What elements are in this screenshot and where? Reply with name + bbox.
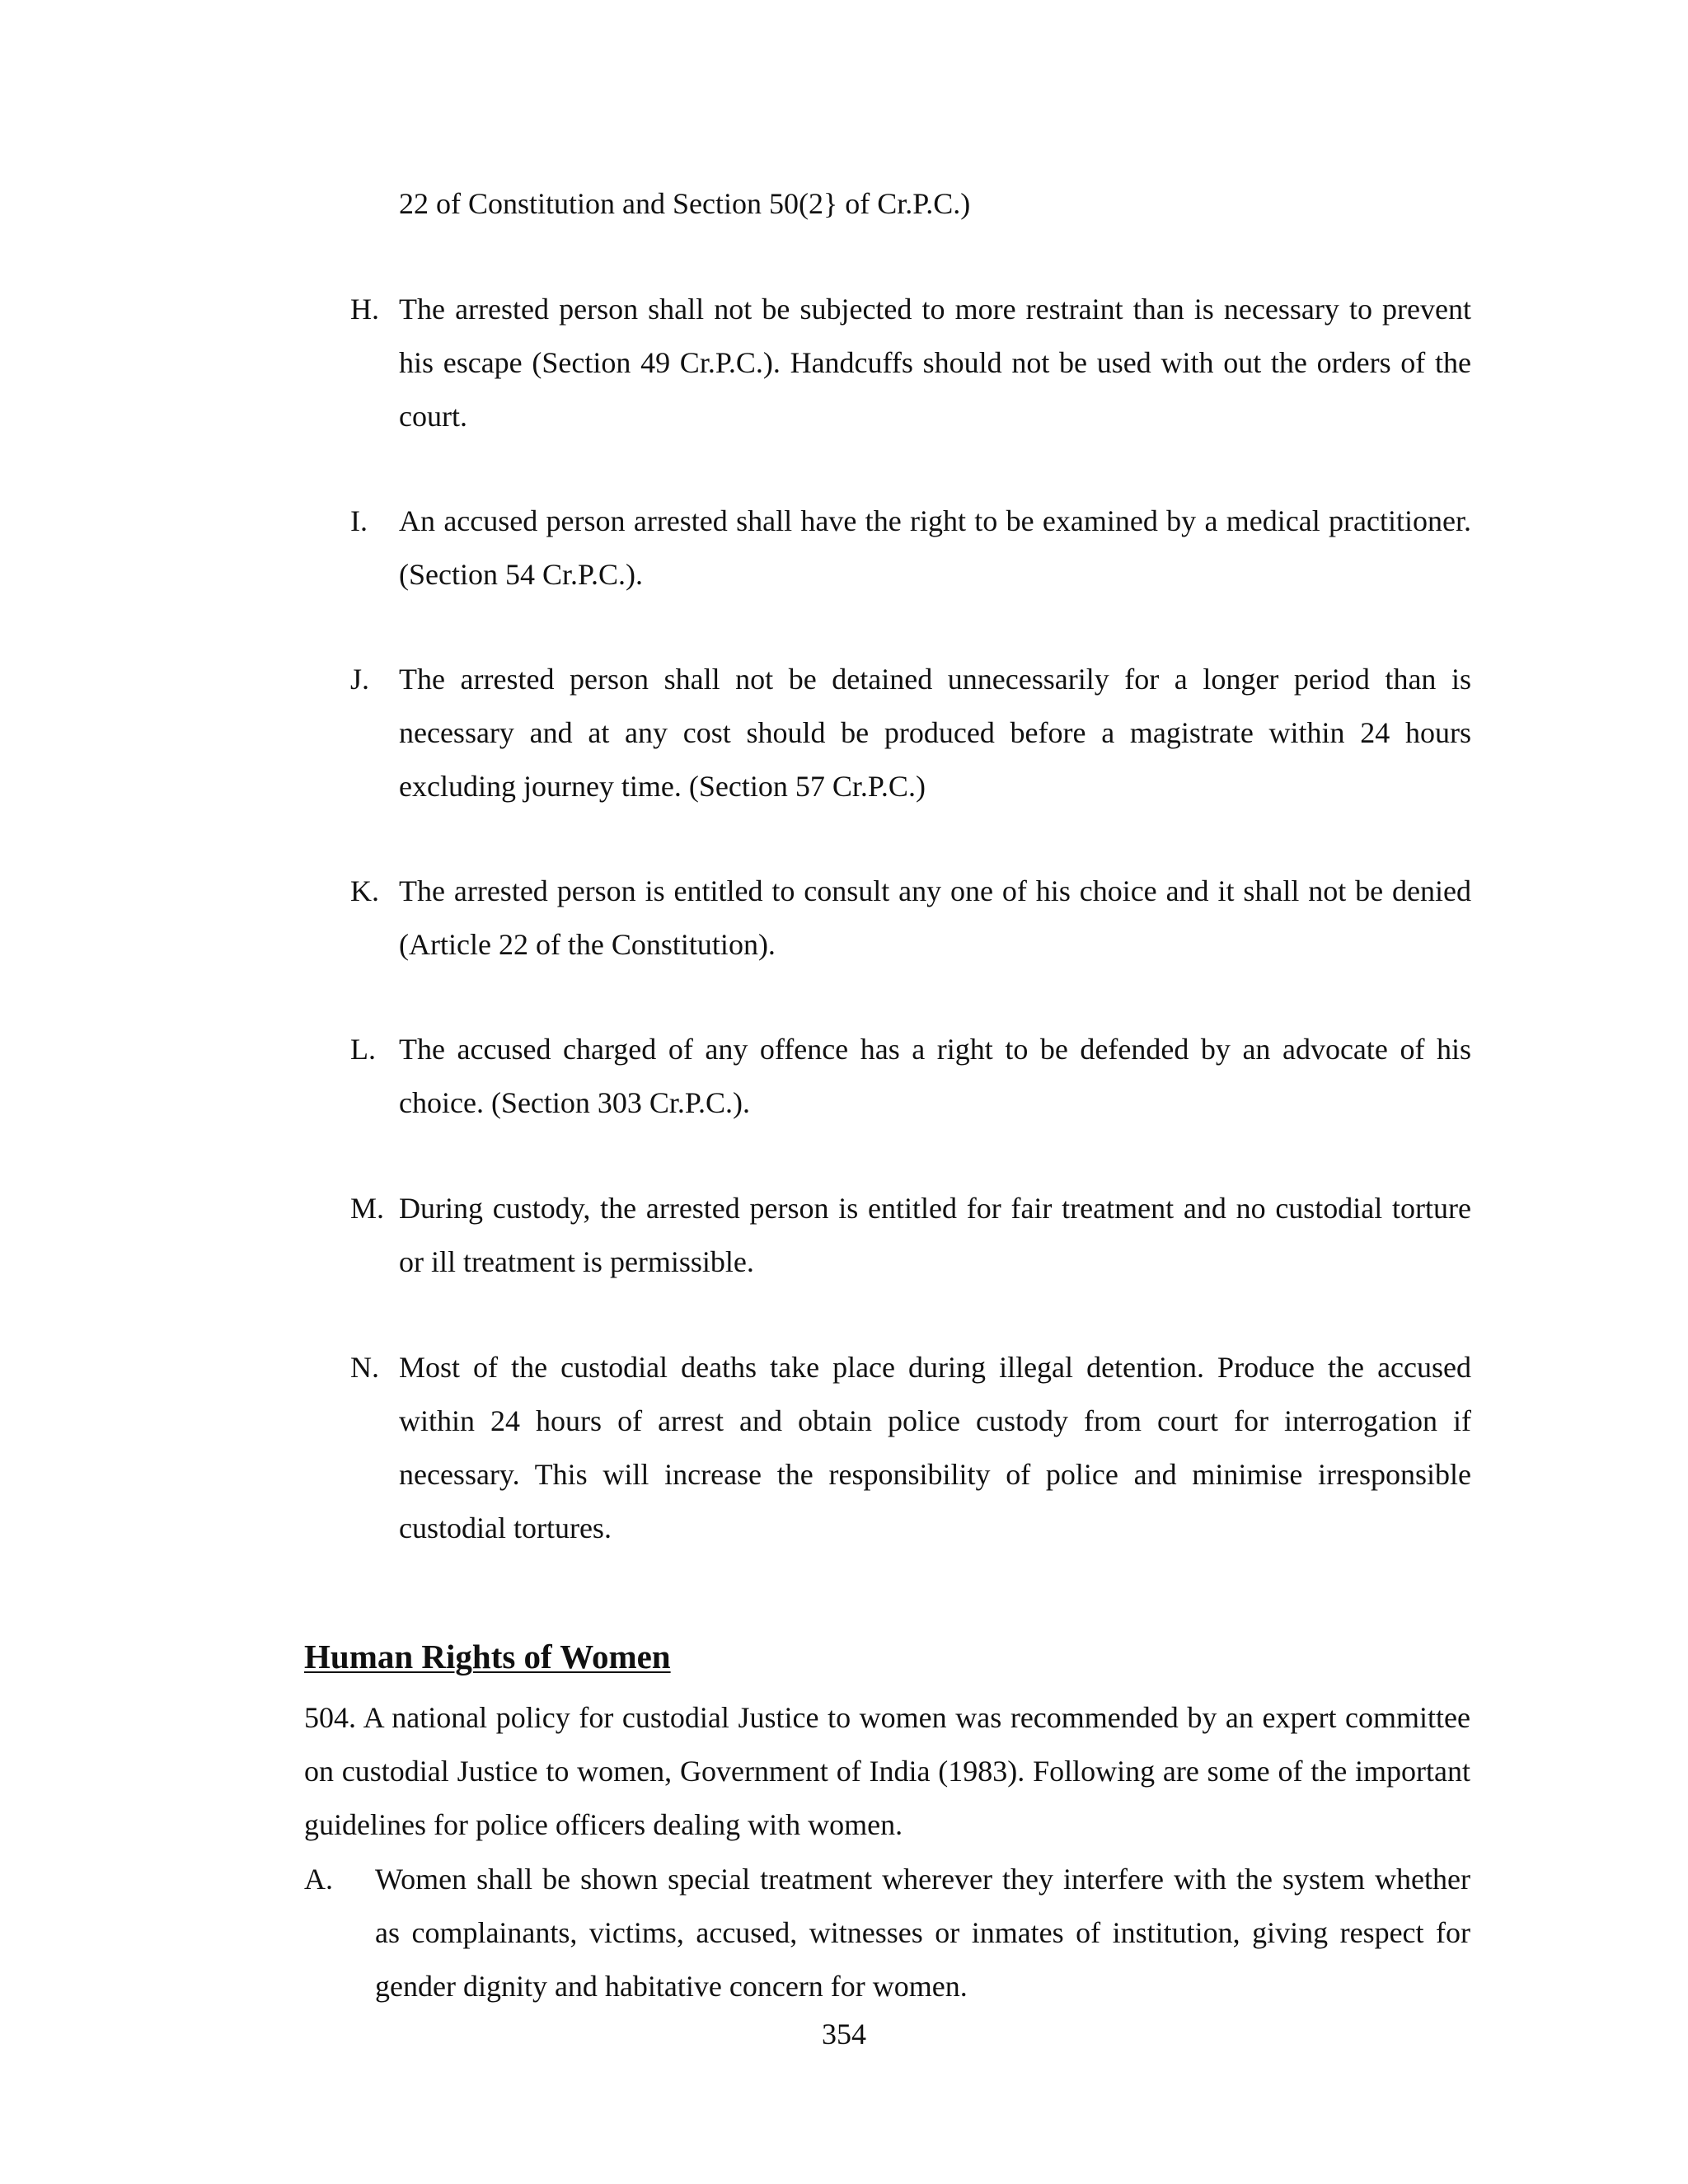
list-item-k bbox=[350, 865, 1471, 972]
section-paragraph: 504. A national policy for custodial Justice to women was recommended by an expert committee on custodial Justice to women, Government of India (1983). Following are some of the important guidelines for police officers dealing with women. bbox=[304, 1701, 1470, 1841]
list-item-label: A. bbox=[304, 1863, 333, 1896]
list-item-text: An accused person arrested shall have the right to be examined by a medical practitioner. (Section 54 Cr.P.C.). bbox=[399, 504, 1471, 591]
list-item-n bbox=[350, 1341, 1471, 1555]
page-number: 354 bbox=[822, 2018, 866, 2050]
section-list-item-a bbox=[304, 1853, 1470, 2013]
list-item-j bbox=[350, 653, 1471, 813]
list-item-label: M. bbox=[350, 1192, 385, 1225]
list-item-text: The arrested person shall not be subjected to more restraint than is necessary to prevent his escape (Section 49 Cr.P.C.). Handcuffs should not be used with out the orders of the court. bbox=[399, 293, 1471, 433]
continuation-line: 22 of Constitution and Section 50(2} of Cr.P.C.) bbox=[399, 187, 971, 220]
list-item-label: I. bbox=[350, 504, 368, 537]
list-item-label: J. bbox=[350, 663, 370, 696]
list-item-text: The arrested person shall not be detained unnecessarily for a longer period than is necessary and at any cost should be produced before a magistrate within 24 hours excluding journey time. (Section 57 Cr.P.C.) bbox=[399, 663, 1471, 803]
list-item-label: N. bbox=[350, 1351, 379, 1384]
list-item-l bbox=[350, 1023, 1471, 1130]
list-item-label: K. bbox=[350, 874, 379, 907]
list-item-text: Women shall be shown special treatment wherever they interfere with the system whether as complainants, victims, accused, witnesses or inmates of institution, giving respect for gender dignity and habitative concern for women. bbox=[375, 1863, 1470, 2003]
list-item-text: Most of the custodial deaths take place during illegal detention. Produce the accused within 24 hours of arrest and obtain police custody from court for interrogation if necessary. This will increase the responsibility of police and minimise irresponsible custodial tortures. bbox=[399, 1351, 1471, 1544]
list-item-h bbox=[350, 283, 1471, 443]
list-item-text: The arrested person is entitled to consult any one of his choice and it shall not be denied (Article 22 of the Constitution). bbox=[399, 874, 1471, 961]
list-item-label: L. bbox=[350, 1033, 376, 1066]
section-heading: Human Rights of Women bbox=[304, 1638, 671, 1675]
list-item-text: During custody, the arrested person is entitled for fair treatment and no custodial torture or ill treatment is permissible. bbox=[399, 1192, 1471, 1278]
list-item-m bbox=[350, 1182, 1471, 1289]
list-item-i bbox=[350, 494, 1471, 602]
list-item-label: H. bbox=[350, 293, 379, 326]
list-item-text: The accused charged of any offence has a right to be defended by an advocate of his choice. (Section 303 Cr.P.C.). bbox=[399, 1033, 1471, 1119]
